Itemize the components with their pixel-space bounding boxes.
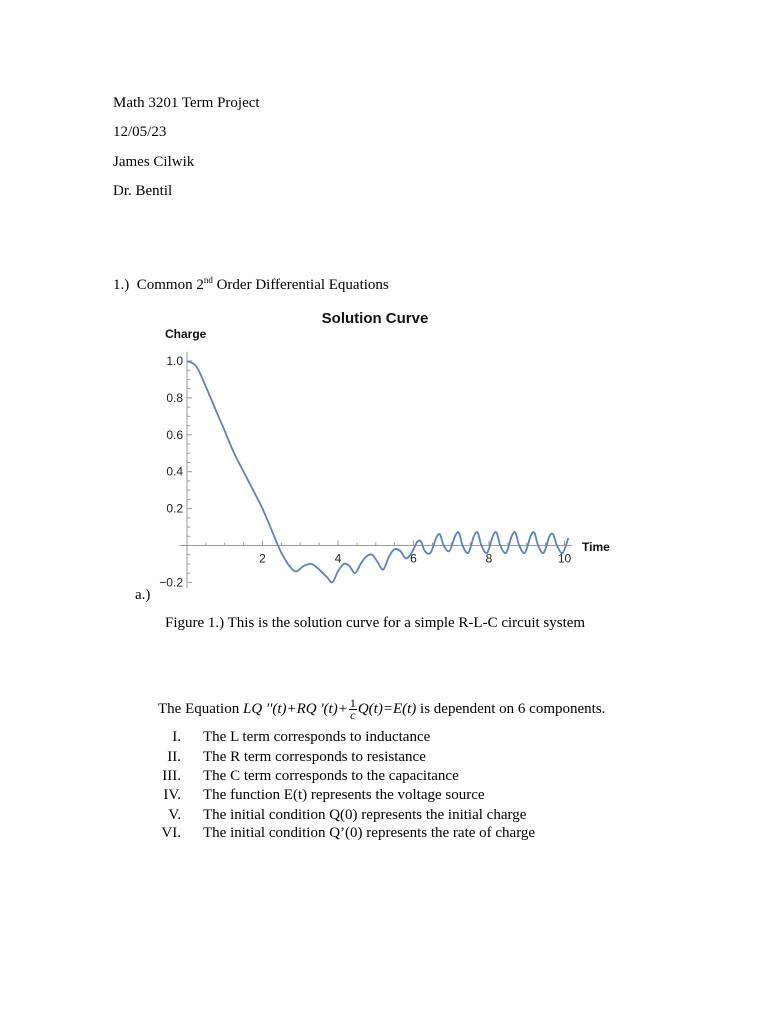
list-item-text: The C term corresponds to the capacitance [203, 768, 459, 784]
list-item [0, 767, 768, 786]
equation-sentence [158, 697, 605, 721]
y-axis-label: Charge [165, 327, 207, 341]
x-tick-label: 2 [259, 551, 266, 566]
y-tick-label: 0.2 [166, 501, 183, 516]
list-item [0, 824, 768, 843]
list-item-text: The initial condition Q(0) represents the initial charge [203, 807, 527, 823]
list-item-text: The R term corresponds to resistance [203, 749, 426, 765]
list-item [0, 786, 768, 805]
chart-series [187, 361, 568, 583]
figure-caption: Figure 1.) This is the solution curve for a simple R-L-C circuit system [165, 615, 586, 631]
equation-fraction [349, 698, 357, 721]
chart-ticks [159, 354, 571, 589]
list-item-number: III. [162, 768, 181, 784]
author-name: James Cilwik [113, 154, 195, 170]
list-item-number: VI. [161, 825, 181, 841]
instructor-name: Dr. Bentil [113, 183, 173, 199]
chart-title: Solution Curve [321, 310, 429, 327]
x-axis-label: Time [582, 540, 610, 554]
list-item-number: IV. [163, 787, 181, 803]
list-item-text: The function E(t) represents the voltage source [203, 787, 485, 803]
chart-axes [179, 352, 572, 588]
fraction-numerator: 1 [349, 696, 356, 711]
fraction-denominator: c [350, 708, 356, 723]
list-item-number: I. [172, 729, 181, 745]
x-tick-label: 10 [557, 551, 572, 566]
course-title: Math 3201 Term Project [113, 95, 260, 111]
document-date: 12/05/23 [113, 124, 167, 140]
list-item-text: The L term corresponds to inductance [203, 729, 431, 745]
part-label: a.) [135, 587, 151, 603]
x-tick-label: 4 [334, 551, 342, 566]
equation-lhs: LQ ''(t)+RQ '(t)+ [242, 701, 348, 717]
section-title-pre: Common 2 [136, 277, 204, 293]
x-tick-label: 6 [410, 551, 417, 566]
equation-rhs: Q(t)=E(t) [357, 701, 417, 717]
series-line [187, 361, 568, 583]
x-tick-label: 8 [485, 551, 493, 566]
equation-prefix: The Equation [158, 701, 240, 717]
list-item-number: II. [167, 749, 181, 765]
list-item [0, 806, 768, 825]
list-item [0, 728, 768, 747]
equation-suffix: is dependent on 6 components. [420, 701, 606, 717]
y-tick-label: −0.2 [159, 575, 183, 590]
y-tick-label: 1.0 [166, 354, 183, 368]
section-title-sup: nd [203, 275, 213, 285]
list-item-text: The initial condition Q’(0) represents the rate of charge [203, 825, 536, 841]
y-tick-label: 0.6 [166, 427, 183, 442]
y-tick-label: 0.8 [166, 390, 183, 405]
section-number: 1.) [113, 277, 130, 293]
y-tick-label: 0.4 [166, 464, 183, 479]
section-title-post: Order Differential Equations [212, 277, 389, 293]
list-item-number: V. [168, 807, 181, 823]
list-item [0, 748, 768, 767]
